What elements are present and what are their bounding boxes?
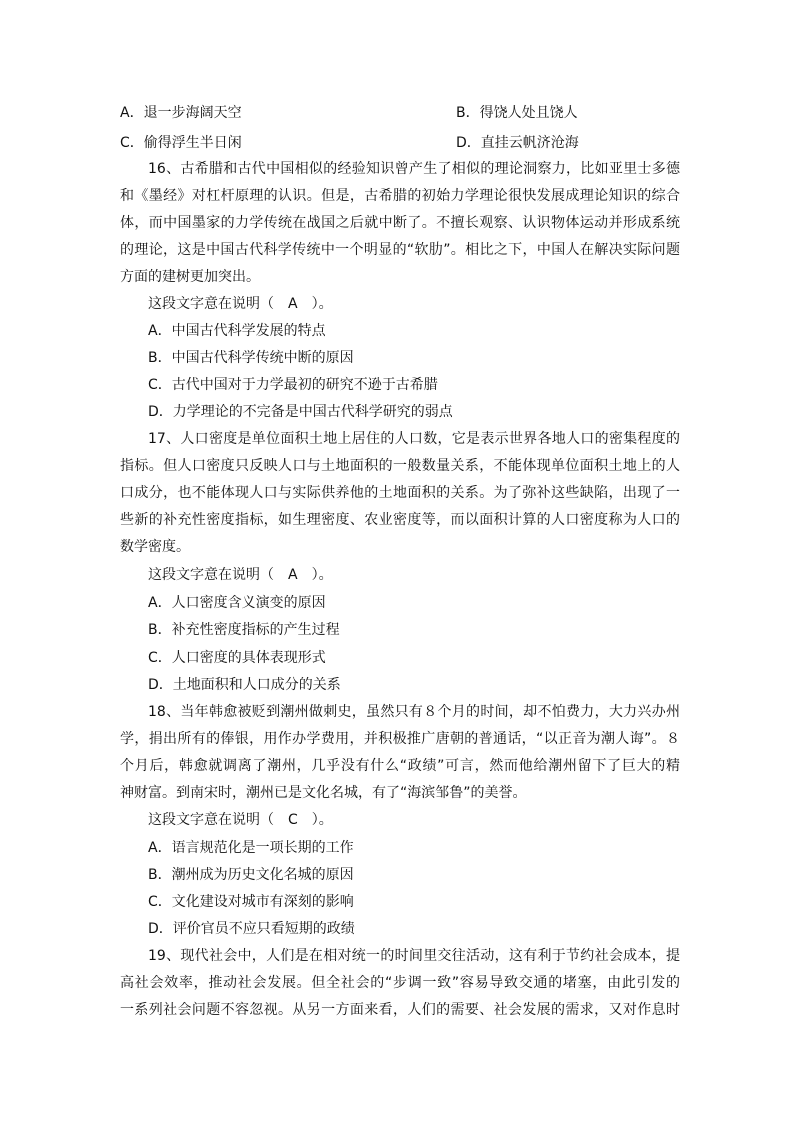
q19-line: 高社会效率，推动社会发展。但全社会的“步调一致”容易导致交通的堵塞，由此引发的 — [120, 975, 680, 991]
q18-option-d: D．评价官员不应只看短期的政绩 — [148, 921, 355, 937]
q16-line: 16、古希腊和古代中国相似的经验知识曾产生了相似的理论洞察力，比如亚里士多德 — [148, 161, 680, 177]
q18-option-a: A．语言规范化是一项长期的工作 — [148, 840, 354, 856]
q17-option-c: C．人口密度的具体表现形式 — [148, 650, 326, 666]
q16-option-c: C．古代中国对于力学最初的研究不逊于古希腊 — [148, 377, 438, 393]
q17-option-a: A．人口密度含义演变的原因 — [148, 595, 326, 611]
q18-line: 18、当年韩愈被贬到潮州做刺史，虽然只有８个月的时间，却不怕费力，大力兴办州 — [148, 704, 680, 720]
q17-line: 些新的补充性密度指标，如生理密度、农业密度等，而以面积计算的人口密度称为人口的 — [120, 512, 680, 528]
q17-option-d: D．土地面积和人口成分的关系 — [148, 677, 341, 693]
q18-line: 学，捐出所有的俸银，用作办学费用，并积极推广唐朝的普通话，“以正音为潮人诲”。８ — [120, 731, 680, 747]
q17-line: 数学密度。 — [120, 539, 190, 555]
q18-line: 个月后，韩愈就调离了潮州，几乎没有什么“政绩”可言，然而他给潮州留下了巨大的精 — [120, 758, 680, 774]
q16-question: 这段文字意在说明（ A ）。 — [148, 296, 333, 312]
q16-line: 方面的建树更加突出。 — [120, 269, 260, 285]
q15-option-a: A．退一步海阔天空 — [120, 105, 242, 121]
q16-line: 和《墨经》对杠杆原理的认识。但是，古希腊的初始力学理论很快发展成理论知识的综合 — [120, 188, 680, 204]
q16-line: 体，而中国墨家的力学传统在战国之后就中断了。不擅长观察、认识物体运动并形成系统 — [120, 215, 680, 231]
q15-option-b: B．得饶人处且饶人 — [456, 105, 578, 121]
q18-option-b: B．潮州成为历史文化名城的原因 — [148, 867, 354, 883]
q17-line: 口成分，也不能体现人口与实际供养他的土地面积的关系。为了弥补这些缺陷，出现了一 — [120, 485, 680, 501]
q17-option-b: B．补充性密度指标的产生过程 — [148, 622, 340, 638]
q17-question: 这段文字意在说明（ A ）。 — [148, 567, 333, 583]
q16-line: 的理论，这是中国古代科学传统中一个明显的“软肋”。相比之下，中国人在解决实际问题 — [120, 242, 680, 258]
q17-line: 17、人口密度是单位面积土地上居住的人口数，它是表示世界各地人口的密集程度的 — [148, 431, 680, 447]
q15-option-d: D．直挂云帆济沧海 — [456, 135, 579, 151]
q16-option-d: D．力学理论的不完备是中国古代科学研究的弱点 — [148, 404, 453, 420]
q16-option-b: B．中国古代科学传统中断的原因 — [148, 350, 354, 366]
q18-option-c: C．文化建设对城市有深刻的影响 — [148, 894, 354, 910]
q17-line: 指标。但人口密度只反映人口与土地面积的一般数量关系，不能体现单位面积土地上的人 — [120, 458, 680, 474]
q18-question: 这段文字意在说明（ C ）。 — [148, 812, 333, 828]
q15-option-c: C．偷得浮生半日闲 — [120, 135, 242, 151]
q18-line: 神财富。到南宋时，潮州已是文化名城，有了“海滨邹鲁”的美誉。 — [120, 785, 527, 801]
q19-line: 19、现代社会中，人们是在相对统一的时间里交往活动，这有利于节约社会成本，提 — [148, 948, 680, 964]
q19-line: 一系列社会问题不容忽视。从另一方面来看，人们的需要、社会发展的需求，又对作息时 — [120, 1002, 680, 1018]
q16-option-a: A．中国古代科学发展的特点 — [148, 323, 326, 339]
